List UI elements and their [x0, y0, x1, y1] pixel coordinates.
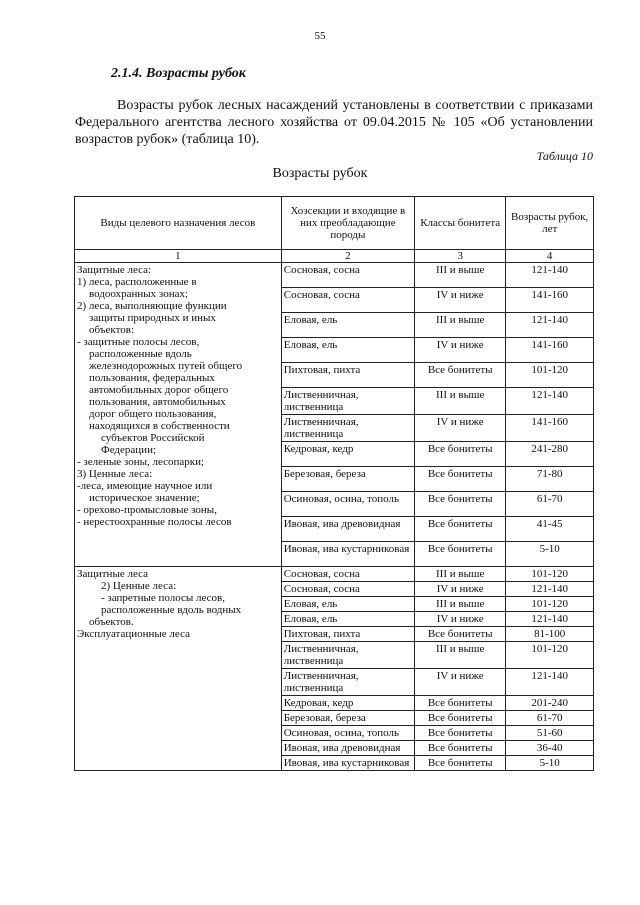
cutting-age-cell: 101-120	[506, 597, 594, 612]
cutting-age-cell: 61-70	[506, 492, 594, 517]
bonitet-cell: Все бонитеты	[415, 467, 506, 492]
species-cell: Еловая, ель	[281, 338, 414, 363]
species-cell: Ивовая, ива кустарниковая	[281, 542, 414, 567]
cutting-age-cell: 101-120	[506, 363, 594, 388]
column-number: 4	[506, 250, 594, 263]
forest-purpose-line: расположенные вдоль	[89, 348, 192, 360]
forest-purpose-line: дорог общего пользования,	[89, 408, 217, 420]
forest-purpose-line: Эксплуатационные леса	[77, 628, 190, 640]
bonitet-cell: Все бонитеты	[415, 627, 506, 642]
section-heading: 2.1.4. Возрасты рубок	[111, 66, 246, 81]
forest-purpose-line: - запретные полосы лесов,	[101, 592, 225, 604]
bonitet-cell: IV и ниже	[415, 338, 506, 363]
cutting-age-cell: 5-10	[506, 542, 594, 567]
bonitet-cell: Все бонитеты	[415, 517, 506, 542]
species-cell: Сосновая, сосна	[281, 288, 414, 313]
forest-purpose-line: железнодорожных путей общего	[89, 360, 243, 372]
forest-purpose-line: водоохранных зонах;	[89, 288, 189, 300]
table-group-2	[75, 567, 594, 771]
forest-purpose-line: - зеленые зоны, лесопарки;	[77, 456, 205, 468]
forest-purpose-line: -леса, имеющие научное или	[77, 480, 213, 492]
forest-purpose-line: Федерации;	[101, 444, 157, 456]
species-cell: Лиственничная, лиственница	[281, 388, 414, 415]
bonitet-cell: III и выше	[415, 263, 506, 288]
bonitet-cell: Все бонитеты	[415, 442, 506, 467]
cutting-age-cell: 61-70	[506, 711, 594, 726]
forest-purpose-line: пользования, автомобильных	[89, 396, 226, 408]
column-number-row	[75, 250, 594, 263]
page-number: 55	[314, 30, 326, 42]
species-cell: Ивовая, ива древовидная	[281, 741, 414, 756]
bonitet-cell: Все бонитеты	[415, 492, 506, 517]
species-cell: Березовая, береза	[281, 467, 414, 492]
header-bonitet: Классы бонитета	[415, 197, 506, 250]
cutting-age-cell: 121-140	[506, 313, 594, 338]
species-cell: Лиственничная, лиственница	[281, 642, 414, 669]
bonitet-cell: III и выше	[415, 642, 506, 669]
bonitet-cell: III и выше	[415, 388, 506, 415]
species-cell: Березовая, береза	[281, 711, 414, 726]
table-title: Возрасты рубок	[272, 166, 368, 181]
species-cell: Лиственничная, лиственница	[281, 415, 414, 442]
cutting-age-cell: 141-160	[506, 338, 594, 363]
forest-purpose-line: - нерестоохранные полосы лесов	[77, 516, 232, 528]
cutting-age-cell: 121-140	[506, 582, 594, 597]
species-cell: Осиновая, осина, тополь	[281, 492, 414, 517]
cutting-age-cell: 51-60	[506, 726, 594, 741]
forest-purpose-line: субъектов Российской	[101, 432, 205, 444]
forest-purpose-cell	[75, 567, 282, 771]
species-cell: Сосновая, сосна	[281, 582, 414, 597]
bonitet-cell: Все бонитеты	[415, 711, 506, 726]
bonitet-cell: Все бонитеты	[415, 363, 506, 388]
bonitet-cell: IV и ниже	[415, 582, 506, 597]
forest-purpose-line: 2) леса, выполняющие функции	[77, 300, 227, 312]
species-cell: Осиновая, осина, тополь	[281, 726, 414, 741]
bonitet-cell: Все бонитеты	[415, 741, 506, 756]
table-group-1	[75, 263, 594, 567]
forest-purpose-line: - защитные полосы лесов,	[77, 336, 200, 348]
bonitet-cell: Все бонитеты	[415, 756, 506, 771]
table-header-row	[75, 197, 594, 250]
table-row	[75, 567, 594, 582]
column-number: 2	[281, 250, 414, 263]
bonitet-cell: IV и ниже	[415, 669, 506, 696]
bonitet-cell: III и выше	[415, 313, 506, 338]
cutting-age-cell: 201-240	[506, 696, 594, 711]
intro-paragraph-text: Возрасты рубок лесных насаждений установлены в соответствии с приказами Федерального агентства лесного хозяйства от 09.04.2015 № 105 «Об установлении возрастов рубок» (таблица 10).	[75, 98, 593, 147]
forest-purpose-line: автомобильных дорог общего	[89, 384, 229, 396]
column-number: 3	[415, 250, 506, 263]
cutting-age-cell: 101-120	[506, 567, 594, 582]
species-cell: Кедровая, кедр	[281, 696, 414, 711]
bonitet-cell: IV и ниже	[415, 612, 506, 627]
cutting-age-cell: 121-140	[506, 669, 594, 696]
header-age: Возрасты рубок, лет	[506, 197, 594, 250]
forest-purpose-line: историческое значение;	[89, 492, 200, 504]
cutting-age-cell: 141-160	[506, 415, 594, 442]
forest-purpose-line: расположенные вдоль водных	[101, 604, 242, 616]
forest-purpose-cell	[75, 263, 282, 567]
species-cell: Ивовая, ива древовидная	[281, 517, 414, 542]
cutting-age-cell: 121-140	[506, 388, 594, 415]
forest-purpose-line: находящихся в собственности	[89, 420, 230, 432]
cutting-age-cell: 101-120	[506, 642, 594, 669]
forest-purpose-line: объектов:	[89, 324, 135, 336]
cutting-ages-table	[74, 196, 594, 771]
bonitet-cell: Все бонитеты	[415, 696, 506, 711]
forest-purpose-line: 2) Ценные леса:	[101, 580, 177, 592]
bonitet-cell: IV и ниже	[415, 415, 506, 442]
forest-purpose-line: - орехово-промысловые зоны,	[77, 504, 217, 516]
forest-purpose-line: Защитные леса	[77, 568, 149, 580]
forest-purpose-line: 1) леса, расположенные в	[77, 276, 197, 288]
cutting-age-cell: 121-140	[506, 612, 594, 627]
cutting-age-cell: 121-140	[506, 263, 594, 288]
species-cell: Пихтовая, пихта	[281, 627, 414, 642]
header-purpose: Виды целевого назначения лесов	[75, 197, 282, 250]
cutting-age-cell: 71-80	[506, 467, 594, 492]
header-species: Хозсекции и входящие в них преобладающие породы	[281, 197, 414, 250]
forest-purpose-line: объектов.	[89, 616, 134, 628]
species-cell: Еловая, ель	[281, 313, 414, 338]
bonitet-cell: III и выше	[415, 567, 506, 582]
species-cell: Лиственничная, лиственница	[281, 669, 414, 696]
cutting-age-cell: 241-280	[506, 442, 594, 467]
species-cell: Сосновая, сосна	[281, 567, 414, 582]
intro-paragraph	[75, 97, 593, 148]
species-cell: Сосновая, сосна	[281, 263, 414, 288]
table-label: Таблица 10	[536, 149, 593, 163]
forest-purpose-line: Защитные леса:	[77, 264, 152, 276]
species-cell: Еловая, ель	[281, 597, 414, 612]
cutting-age-cell: 41-45	[506, 517, 594, 542]
table-row	[75, 263, 594, 288]
species-cell: Еловая, ель	[281, 612, 414, 627]
forest-purpose-line: 3) Ценные леса:	[77, 468, 153, 480]
column-number: 1	[75, 250, 282, 263]
species-cell: Ивовая, ива кустарниковая	[281, 756, 414, 771]
forest-purpose-line: защиты природных и иных	[89, 312, 216, 324]
species-cell: Кедровая, кедр	[281, 442, 414, 467]
forest-purpose-line: пользования, федеральных	[89, 372, 215, 384]
bonitet-cell: Все бонитеты	[415, 542, 506, 567]
cutting-age-cell: 36-40	[506, 741, 594, 756]
bonitet-cell: Все бонитеты	[415, 726, 506, 741]
species-cell: Пихтовая, пихта	[281, 363, 414, 388]
bonitet-cell: IV и ниже	[415, 288, 506, 313]
cutting-age-cell: 81-100	[506, 627, 594, 642]
bonitet-cell: III и выше	[415, 597, 506, 612]
cutting-age-cell: 141-160	[506, 288, 594, 313]
cutting-age-cell: 5-10	[506, 756, 594, 771]
